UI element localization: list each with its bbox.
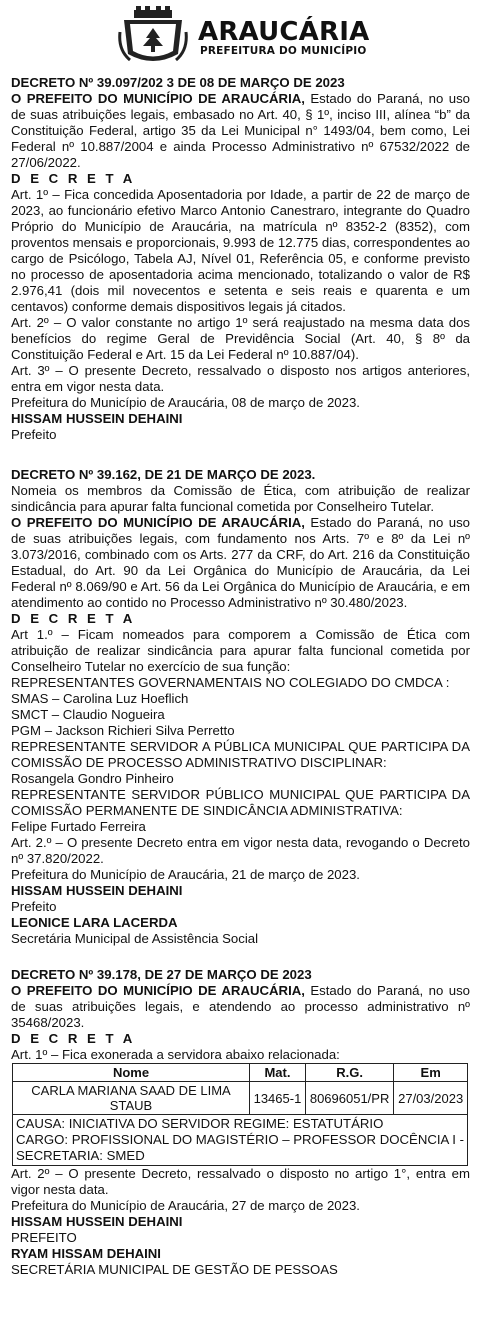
article-1: Art. 1º – Fica concedida Aposentadoria por Idade, a partir de 22 de março de 2023, ao funcionário efetivo Marco Antonio Canestraro, integrante do Quadro Próprio do Município de Araucária, na matrícula nº 8352-2 (8352), com proventos mensais e proporcionais, 9.993 de 12.775 dias, correspondentes ao cargo de Psicólogo, Tabela AJ, Nível 01, Referência 05, e conforme previsto no processo de aposentadoria acima mencionado, totalizando o valor de R$ 2.976,41 (dois mil novecentos e setenta e seis reais e quarenta e um centavos) conforme demais dispositivos legais já citados. [11,187,470,314]
representative-1-name: Rosangela Gondro Pinheiro [11,771,174,786]
place-date: Prefeitura do Município de Araucária, 08 de março de 2023. [11,395,360,410]
article-2: Art. 2.º – O presente Decreto entra em vigor nesta data, revogando o Decreto nº 37.820/2022. [11,835,470,866]
table-row [13,1082,468,1115]
representative-2-header: REPRESENTANTE SERVIDOR PÚBLICO MUNICIPAL QUE PARTICIPA DA COMISSÃO PERMANENTE DE SINDICÂNCIA ADMINISTRATIVA: [11,787,470,818]
masthead [0,0,481,70]
preamble-text: Estado do Paraná, no uso de suas atribuições legais, embasado no Art. 40, § 1º, inciso III, alínea “b” da Constituição Federal, artigo 35 da Lei Municipal n° 1493/04, bem como, Lei Federal nº 10.887/2004 e ainda Processo Administrativo nº 67532/2022 de 27/06/2022. [11,91,470,170]
cosigner-role: SECRETÁRIA MUNICIPAL DE GESTÃO DE PESSOAS [11,1262,338,1277]
coat-of-arms-icon [118,6,188,66]
preamble [11,91,470,171]
decree-title: DECRETO Nº 39.097/202 3 DE 08 DE MARÇO DE 2023 [11,75,345,90]
column-header: Em [394,1064,468,1082]
cosigner-role: Secretária Municipal de Assistência Social [11,931,259,946]
preamble-authority: O PREFEITO DO MUNICÍPIO DE ARAUCÁRIA, [11,983,305,998]
signer-name: HISSAM HUSSEIN DEHAINI [11,883,183,898]
table-cell: 27/03/2023 [394,1082,468,1115]
article-1: Art 1.º – Ficam nomeados para comporem a Comissão de Ética com atribuição de realizar sindicância para apurar falta funcional cometida por Conselheiro Tutelar no exercício de sua função: [11,627,470,674]
gov-representatives-header: REPRESENTANTES GOVERNAMENTAIS NO COLEGIADO DO CMDCA : [11,675,450,690]
preamble-text: Estado do Paraná, no uso de suas atribuições legais, e atendendo ao processo administrativo nº 35468/2023. [11,983,470,1030]
preamble-authority: O PREFEITO DO MUNICÍPIO DE ARAUCÁRIA, [11,515,305,530]
column-header: R.G. [305,1064,393,1082]
member-line: PGM – Jackson Richieri Silva Perretto [11,723,235,738]
exoneration-details [12,1115,468,1166]
signer-role: Prefeito [11,427,57,442]
preamble [11,515,470,611]
signer-name: HISSAM HUSSEIN DEHAINI [11,411,183,426]
decree-title: DECRETO Nº 39.162, DE 21 DE MARÇO DE 2023. [11,467,316,482]
decreta-heading: D E C R E T A [11,611,136,626]
article-3: Art. 3º – O presente Decreto, ressalvado o disposto nos artigos anteriores, entra em vigor nesta data. [11,363,470,394]
decree-3 [0,967,481,1278]
cosigner-name: LEONICE LARA LACERDA [11,915,178,930]
article-2: Art. 2º – O valor constante no artigo 1º será reajustado na mesma data dos benefícios do regime Geral de Previdência Social (Art. 40, § 8º da Constituição Federal e Art. 15 da Lei Federal nº 10.887/04). [11,315,470,362]
place-date: Prefeitura do Município de Araucária, 27 de março de 2023. [11,1198,360,1213]
representative-1-header: REPRESENTANTE SERVIDOR A PÚBLICA MUNICIPAL QUE PARTICIPA DA COMISSÃO DE PROCESSO ADMINISTRATIVO DISCIPLINAR: [11,739,470,770]
preamble-text: Estado do Paraná, no uso de suas atribuições legais, com fundamento nos Arts. 7º e 8º da Lei nº 3.073/2016, combinado com os Arts. 277 da CRF, do Art. 216 da Constituição Estadual, do Art. 90 da Lei Orgânica do Município de Araucária, da Lei Federal nº 8.069/90 e Art. 56 da Lei Orgânica do Município de Araucária, e em atendimento ao contido no Processo Administrativo nº 30.480/2023. [11,515,470,610]
table-cell: CARLA MARIANA SAAD DE LIMA STAUB [13,1082,250,1115]
exoneration-table [12,1063,468,1115]
table-header-row [13,1064,468,1082]
brand-subtitle: PREFEITURA DO MUNICÍPIO [200,45,367,57]
cause-line: CAUSA: INICIATIVA DO SERVIDOR REGIME: ESTATUTÁRIO [16,1116,384,1131]
member-line: SMCT – Claudio Nogueira [11,707,165,722]
article-1: Art. 1º – Fica exonerada a servidora abaixo relacionada: [11,1047,340,1062]
decree-1 [0,75,481,443]
column-header: Mat. [250,1064,306,1082]
representative-2-name: Felipe Furtado Ferreira [11,819,146,834]
signer-role: PREFEITO [11,1230,77,1245]
decree-summary: Nomeia os membros da Comissão de Ética, com atribuição de realizar sindicância para apurar falta funcional cometida por Conselheiro Tutelar. [11,483,470,514]
article-2: Art. 2º – O presente Decreto, ressalvado o disposto no artigo 1°, entra em vigor nesta data. [11,1166,470,1197]
table-cell: 80696051/PR [305,1082,393,1115]
member-line: SMAS – Carolina Luz Hoeflich [11,691,189,706]
table-cell: 13465-1 [250,1082,306,1115]
preamble-authority: O PREFEITO DO MUNICÍPIO DE ARAUCÁRIA, [11,91,305,106]
column-header: Nome [13,1064,250,1082]
cargo-line: CARGO: PROFISSIONAL DO MAGISTÉRIO – PROFESSOR DOCÊNCIA I - SECRETARIA: SMED [16,1132,464,1163]
signer-role: Prefeito [11,899,57,914]
brand-name: ARAUCÁRIA [198,17,370,47]
preamble [11,983,470,1031]
signer-name: HISSAM HUSSEIN DEHAINI [11,1214,183,1229]
cosigner-name: RYAM HISSAM DEHAINI [11,1246,161,1261]
place-date: Prefeitura do Município de Araucária, 21 de março de 2023. [11,867,360,882]
decree-2 [0,467,481,947]
decree-title: DECRETO Nº 39.178, DE 27 DE MARÇO DE 2023 [11,967,312,982]
decreta-heading: D E C R E T A [11,171,136,186]
decreta-heading: D E C R E T A [11,1031,136,1046]
